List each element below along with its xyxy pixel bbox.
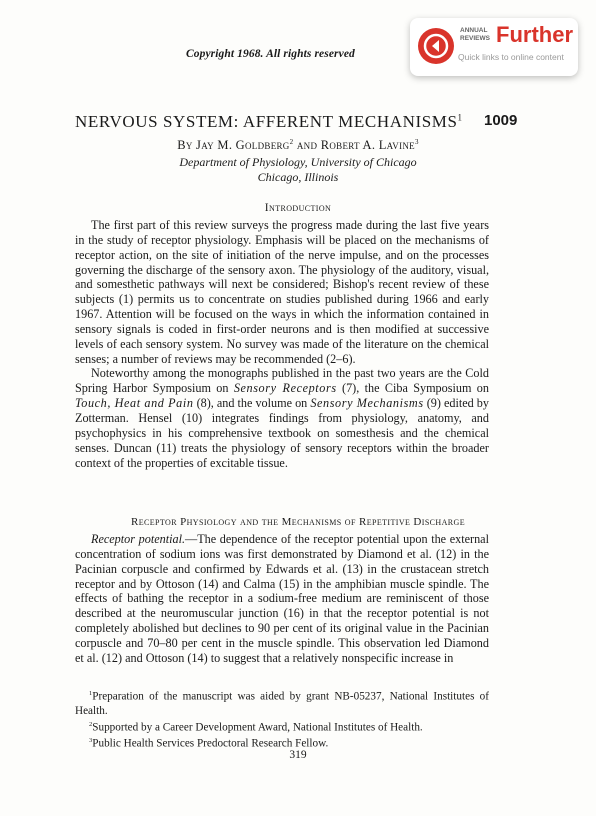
affiliation-city: Chicago, Illinois xyxy=(257,170,339,184)
section-heading-receptor-physiology: Receptor Physiology and the Mechanisms of Repetitive Discharge xyxy=(131,516,465,528)
introduction-body xyxy=(75,218,489,470)
footnotes xyxy=(75,687,489,751)
paragraph: Noteworthy among the monographs published in the past two years are the Cold Spring Harbor Symposium on Sensory Receptors (7), the Ciba Symposium on Touch, Heat and Pain (8), and the volume on Sensory Mechanisms (9) edited by Zotterman. Hensel (10) integrates findings from physiology, anatomy, and psychophysics in his comprehensive textbook on somesthesis and the chemical senses. Duncan (11) treats the physiology of sensory receptors within the broader context of the properties of excitable tissue. xyxy=(75,366,489,470)
paragraph: Receptor potential.—The dependence of the receptor potential upon the external concentration of sodium ions was first demonstrated by Diamond et al. (12) in the Pacinian corpuscle and confirmed by Edwards et al. (13) in the crustacean stretch receptor and by Ottoson (14) and Calma (15) in the amphibian muscle spindle. The effects of bathing the receptor in a sodium-free medium are reminiscent of those described at the neuromuscular junction (16) in that the receptor potential is not completely abolished but declines to 90 per cent of its original value in the Pacinian corpuscle and 70–80 per cent in the muscle spindle. This observation led Diamond et al. (12) and Ottoson (14) to suggest that a relatively nonspecific increase in xyxy=(75,532,489,665)
further-banner[interactable] xyxy=(410,18,578,76)
footnote: $^1$Preparation of the manuscript was aided by grant NB-05237, National Institutes of Health. xyxy=(75,690,489,717)
publisher-logo-text: ANNUAL REVIEWS xyxy=(460,27,490,42)
receptor-body xyxy=(75,532,489,666)
author-line: By Jay M. Goldberg$^2$ and Robert A. Lavine$^3$ xyxy=(177,138,419,153)
further-word: Further xyxy=(496,22,573,47)
footnote: $^2$Supported by a Career Development Award, National Institutes of Health. xyxy=(89,720,423,734)
title-footnote-mark: 1 xyxy=(457,112,463,123)
page-id: 1009 xyxy=(484,112,518,129)
page-number: 319 xyxy=(289,749,307,761)
play-arrow-icon xyxy=(418,28,454,64)
copyright-notice: Copyright 1968. All rights reserved xyxy=(186,48,355,60)
footnote: $^3$Public Health Services Predoctoral Research Fellow. xyxy=(89,737,329,751)
further-subtitle: Quick links to online content xyxy=(458,52,564,62)
paragraph: The first part of this review surveys the progress made during the last five years in the study of receptor physiology. Emphasis will be placed on the mechanisms of receptor action, on the site of initiation of the nerve impulse, and on the processes governing the discharge of the sensory axon. The physiology of the auditory, visual, and somesthetic pathways will next be considered; Bishop's recent review of these subjects (1) permits us to concentrate on studies published during 1966 and early 1967. Attention will be focused on the ways in which the information contained in sensory signals is coded in first-order neurons and is then modified at successive levels of each sensory system. No survey was made of the literature on the chemical senses; a number of reviews may be recommended (2–6). xyxy=(75,218,489,366)
affiliation-line: Department of Physiology, University of Chicago xyxy=(179,155,417,169)
article-title: NERVOUS SYSTEM: AFFERENT MECHANISMS$^1$ xyxy=(75,112,463,131)
section-heading-introduction: Introduction xyxy=(264,202,332,214)
